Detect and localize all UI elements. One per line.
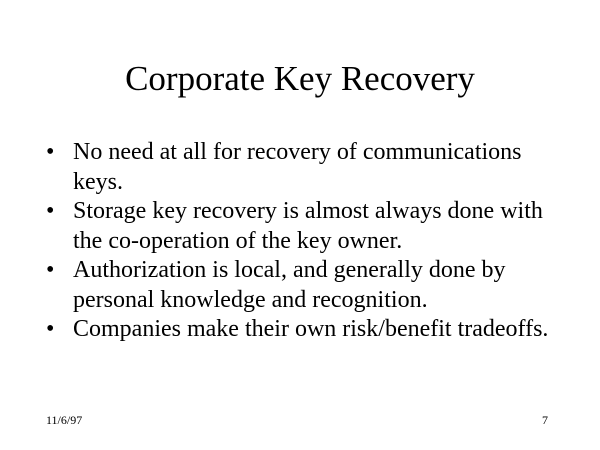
bullet-item bbox=[46, 197, 566, 256]
page-number: 7 bbox=[542, 413, 548, 427]
bullet-text: No need at all for recovery of communications keys. bbox=[73, 139, 522, 195]
bullet-dot-icon: • bbox=[46, 198, 55, 224]
footer-date: 11/6/97 bbox=[46, 413, 83, 427]
bullet-dot-icon: • bbox=[46, 257, 55, 283]
bullet-dot-icon: • bbox=[46, 316, 55, 342]
bullet-text: Authorization is local, and generally done by personal knowledge and recognition. bbox=[73, 257, 506, 313]
bullet-item bbox=[46, 138, 566, 197]
bullet-item bbox=[46, 315, 566, 345]
slide-title: Corporate Key Recovery bbox=[125, 59, 475, 98]
bullet-text: Companies make their own risk/benefit tradeoffs. bbox=[73, 316, 549, 342]
bullet-item bbox=[46, 256, 566, 315]
bullet-list bbox=[46, 138, 566, 345]
bullet-text: Storage key recovery is almost always done with the co-operation of the key owner. bbox=[73, 198, 543, 254]
bullet-dot-icon: • bbox=[46, 139, 55, 165]
